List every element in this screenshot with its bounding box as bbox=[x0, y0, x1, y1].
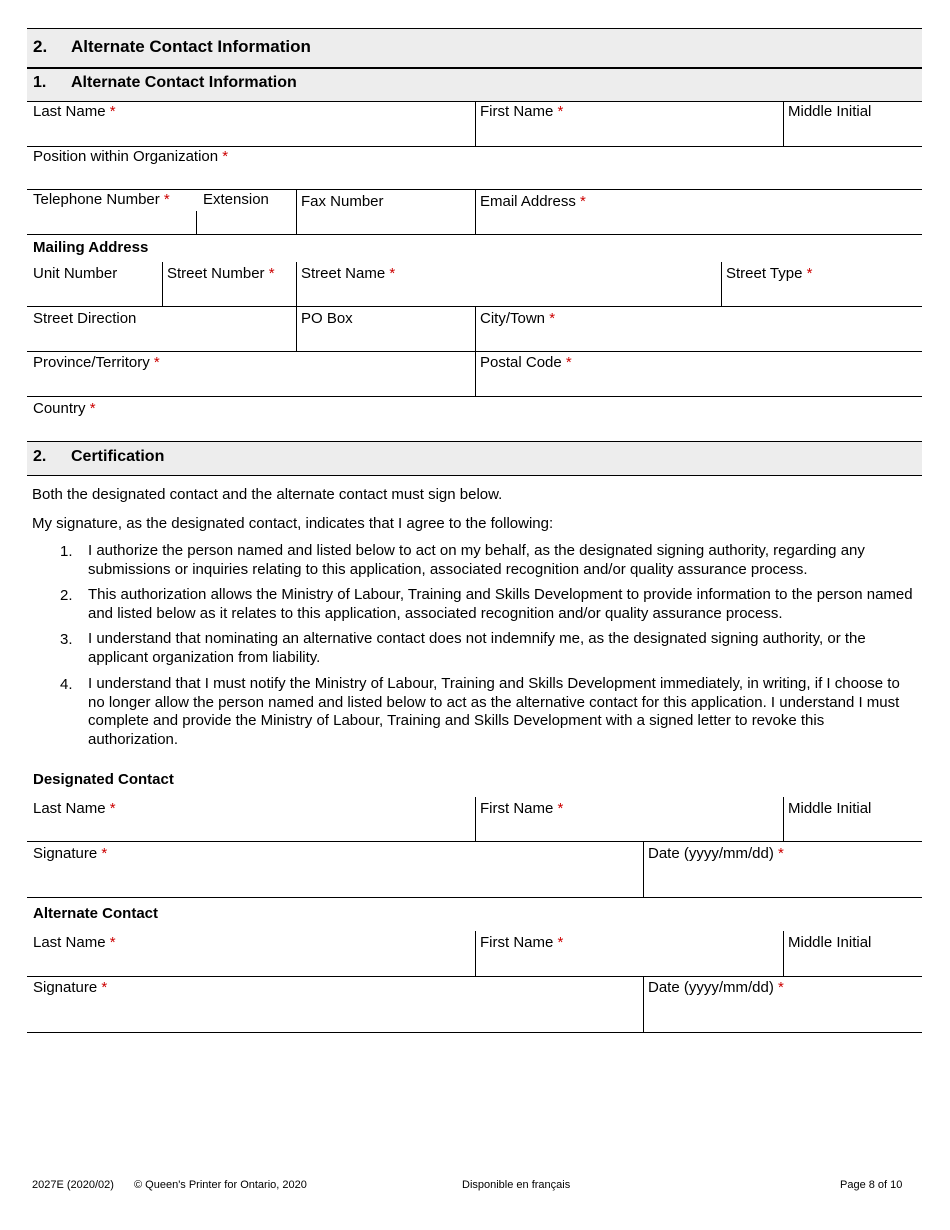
designated-last-name-label: Last Name * bbox=[33, 800, 116, 817]
divider bbox=[643, 841, 644, 897]
section-title: Alternate Contact Information bbox=[71, 74, 297, 91]
list-item-text: I authorize the person named and listed below to act on my behalf, as the designated signing authority, regarding any submissions or inquiries relating to this application, associated recognition and/or quality assurance process. bbox=[88, 542, 865, 578]
divider bbox=[27, 897, 922, 898]
divider bbox=[475, 797, 476, 841]
designated-middle-initial-label: Middle Initial bbox=[788, 800, 872, 817]
divider bbox=[27, 396, 922, 397]
designated-contact-heading: Designated Contact bbox=[33, 771, 174, 788]
divider bbox=[27, 841, 922, 842]
list-item-number: 4. bbox=[60, 676, 73, 693]
fax-input[interactable] bbox=[299, 210, 475, 234]
divider bbox=[27, 351, 922, 352]
alternate-middle-initial-label: Middle Initial bbox=[788, 934, 872, 951]
last-name-input[interactable] bbox=[30, 122, 474, 146]
country-input[interactable] bbox=[30, 417, 919, 441]
divider bbox=[475, 189, 476, 234]
last-name-label: Last Name * bbox=[33, 103, 116, 120]
divider bbox=[783, 931, 784, 976]
alternate-contact-heading: Alternate Contact bbox=[33, 905, 159, 922]
po-box-label: PO Box bbox=[301, 310, 353, 327]
footer-form-id: 2027E (2020/02) bbox=[32, 1179, 114, 1191]
section-title: Certification bbox=[71, 448, 165, 465]
alternate-signature-label: Signature * bbox=[33, 979, 108, 996]
footer-french-link: Disponible en français bbox=[462, 1179, 571, 1191]
divider bbox=[296, 189, 297, 234]
street-direction-input[interactable] bbox=[30, 328, 296, 352]
divider bbox=[162, 262, 163, 306]
designated-last-name-input[interactable] bbox=[30, 818, 474, 842]
mailing-address-heading: Mailing Address bbox=[33, 239, 149, 256]
province-input[interactable] bbox=[30, 372, 474, 396]
first-name-label: First Name * bbox=[480, 103, 564, 120]
section-number: 1. bbox=[33, 74, 47, 91]
certification-intro: Both the designated contact and the alternate contact must sign below. bbox=[32, 486, 503, 503]
email-label: Email Address * bbox=[480, 193, 586, 210]
middle-initial-label: Middle Initial bbox=[788, 103, 872, 120]
designated-first-name-input[interactable] bbox=[478, 818, 782, 842]
divider bbox=[721, 262, 722, 306]
first-name-input[interactable] bbox=[478, 122, 782, 146]
section-number: 2. bbox=[33, 37, 48, 56]
alternate-date-input[interactable] bbox=[646, 998, 922, 1030]
footer-copyright: © Queen's Printer for Ontario, 2020 bbox=[134, 1179, 307, 1191]
street-number-input[interactable] bbox=[165, 283, 296, 307]
alternate-last-name-label: Last Name * bbox=[33, 934, 116, 951]
designated-first-name-label: First Name * bbox=[480, 800, 564, 817]
section-header-main bbox=[27, 28, 922, 68]
footer-page-number: Page 8 of 10 bbox=[840, 1179, 903, 1191]
divider bbox=[27, 475, 922, 476]
alternate-middle-initial-input[interactable] bbox=[786, 952, 922, 976]
designated-signature-label: Signature * bbox=[33, 845, 108, 862]
city-label: City/Town * bbox=[480, 310, 556, 327]
list-item-text: This authorization allows the Ministry of Labour, Training and Skills Development to provide information to the person named and listed below as it relates to this application, associated recognition and/or quality assurance process. bbox=[88, 586, 913, 622]
divider bbox=[27, 976, 922, 977]
fax-label: Fax Number bbox=[301, 193, 384, 210]
postal-code-input[interactable] bbox=[478, 372, 922, 396]
divider bbox=[27, 146, 922, 147]
designated-date-input[interactable] bbox=[646, 864, 922, 896]
email-input[interactable] bbox=[478, 210, 922, 234]
designated-date-label: Date (yyyy/mm/dd) * bbox=[648, 845, 784, 862]
section-header-1 bbox=[27, 69, 922, 101]
street-type-label: Street Type * bbox=[726, 265, 813, 282]
extension-input[interactable] bbox=[199, 210, 295, 234]
divider bbox=[643, 976, 644, 1032]
list-item-text: I understand that nominating an alternative contact does not indemnify me, as the designated signing authority, or the applicant organization from liability. bbox=[88, 630, 866, 666]
alternate-date-label: Date (yyyy/mm/dd) * bbox=[648, 979, 784, 996]
extension-label: Extension bbox=[203, 191, 269, 208]
divider bbox=[27, 234, 922, 235]
street-type-input[interactable] bbox=[724, 283, 922, 307]
section-title: Alternate Contact Information bbox=[71, 37, 311, 56]
telephone-label: Telephone Number * bbox=[33, 191, 170, 208]
city-input[interactable] bbox=[478, 328, 922, 352]
list-item-text: I understand that I must notify the Ministry of Labour, Training and Skills Development immediately, in writing, if I choose to no longer allow the person named and listed below to act as the alternative contact for this application. I understand I must complete and provide the Ministry of Labour, Training and Skills Development with a signed letter to revoke this authorization. bbox=[88, 675, 900, 748]
divider bbox=[475, 101, 476, 146]
unit-number-label: Unit Number bbox=[33, 265, 118, 282]
divider bbox=[475, 931, 476, 976]
alternate-first-name-input[interactable] bbox=[478, 952, 782, 976]
section-header-2 bbox=[27, 442, 922, 475]
street-name-input[interactable] bbox=[299, 283, 721, 307]
unit-number-input[interactable] bbox=[30, 283, 162, 307]
street-name-label: Street Name * bbox=[301, 265, 396, 282]
province-label: Province/Territory * bbox=[33, 354, 160, 371]
divider bbox=[196, 211, 197, 234]
designated-signature-input[interactable] bbox=[30, 864, 642, 896]
list-item-number: 2. bbox=[60, 587, 73, 604]
alternate-first-name-label: First Name * bbox=[480, 934, 564, 951]
divider bbox=[783, 797, 784, 841]
divider bbox=[783, 101, 784, 146]
middle-initial-input[interactable] bbox=[786, 122, 922, 146]
postal-code-label: Postal Code * bbox=[480, 354, 572, 371]
alternate-last-name-input[interactable] bbox=[30, 952, 474, 976]
section-number: 2. bbox=[33, 448, 47, 465]
list-item-number: 3. bbox=[60, 631, 73, 648]
position-input[interactable] bbox=[30, 166, 919, 190]
po-box-input[interactable] bbox=[299, 328, 475, 352]
designated-middle-initial-input[interactable] bbox=[786, 818, 922, 842]
alternate-signature-input[interactable] bbox=[30, 998, 642, 1030]
street-number-label: Street Number * bbox=[167, 265, 275, 282]
certification-agree: My signature, as the designated contact, indicates that I agree to the following: bbox=[32, 515, 554, 532]
street-direction-label: Street Direction bbox=[33, 310, 137, 327]
divider bbox=[27, 1032, 922, 1033]
telephone-input[interactable] bbox=[30, 210, 196, 234]
list-item-number: 1. bbox=[60, 543, 73, 560]
position-label: Position within Organization * bbox=[33, 148, 229, 165]
country-label: Country * bbox=[33, 400, 96, 417]
